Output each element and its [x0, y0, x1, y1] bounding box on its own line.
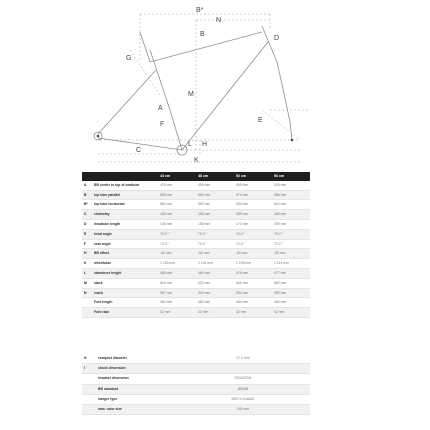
table-row — [82, 298, 310, 308]
row-value: 535 mm — [272, 181, 310, 190]
row-label: stack — [92, 278, 158, 288]
row-value: 600 mm — [234, 200, 272, 210]
row-value: 486 mm — [158, 268, 196, 278]
row-value: 387 mm — [158, 288, 196, 298]
spec-table-body — [82, 354, 310, 415]
front-axle — [291, 139, 294, 142]
spec-code — [82, 374, 96, 384]
row-value: 477 mm — [272, 268, 310, 278]
row-value: 495 mm — [234, 181, 272, 190]
spec-value: ZS44/ZS44 — [176, 374, 310, 384]
spec-label: shock dimension — [96, 364, 176, 374]
row-value: 586 mm — [272, 190, 310, 200]
row-value: -60 mm — [158, 249, 196, 259]
table-row — [82, 394, 310, 404]
label-g: G — [126, 55, 132, 62]
geometry-table — [82, 172, 310, 318]
row-code — [82, 308, 92, 318]
row-code: N — [82, 288, 92, 298]
spec-label: seatpost diameter — [96, 354, 176, 364]
row-value: 70.0 ° — [272, 229, 310, 239]
row-code — [82, 298, 92, 308]
row-value: 190 mm — [272, 219, 310, 229]
row-value: 465 mm — [234, 210, 272, 220]
label-f: F — [160, 121, 165, 128]
label-n: N — [216, 17, 222, 24]
spec-label: hanger type — [96, 394, 176, 404]
row-value: 574 mm — [234, 190, 272, 200]
row-code: B — [82, 190, 92, 200]
table-row — [82, 181, 310, 190]
table-row — [82, 354, 310, 364]
row-code: K — [82, 259, 92, 269]
row-value: 1 100 mm — [158, 259, 196, 269]
row-value: 1 104 mm — [196, 259, 234, 269]
table-row — [82, 219, 310, 229]
row-value: 464 mm — [272, 298, 310, 308]
row-value: 170 mm — [234, 219, 272, 229]
row-value: 660 mm — [272, 278, 310, 288]
row-label: seat angle — [92, 239, 158, 249]
row-value: 484 mm — [196, 268, 234, 278]
head-tube — [262, 26, 280, 62]
row-label: Fork length — [92, 298, 158, 308]
spec-label: BB standard — [96, 384, 176, 394]
table-row — [82, 384, 310, 394]
frame-geometry-svg — [0, 0, 430, 170]
row-value: 72.0 ° — [272, 239, 310, 249]
table-row — [82, 190, 310, 200]
label-e: E — [258, 117, 263, 124]
header-size-44: 44 cm — [160, 174, 171, 178]
table-row — [82, 268, 310, 278]
label-c: C — [136, 147, 142, 154]
row-value: 464 mm — [234, 298, 272, 308]
geometry-table-body — [82, 181, 310, 318]
row-value: 42 mm — [272, 308, 310, 318]
header-size-52: 52 cm — [236, 174, 247, 178]
spec-value: BSA68 — [176, 384, 310, 394]
row-code: E — [82, 229, 92, 239]
row-value: 72.0 ° — [234, 239, 272, 249]
row-label: head angle — [92, 229, 158, 239]
dim-e-arc — [262, 110, 300, 140]
row-label: standover height — [92, 268, 158, 278]
spec-value: 27.2 mm — [176, 354, 310, 364]
label-k: K — [194, 157, 199, 164]
row-value: 465 mm — [196, 210, 234, 220]
row-value: 1 109 mm — [234, 259, 272, 269]
row-value: 476 mm — [234, 268, 272, 278]
header-size-56: 56 cm — [274, 174, 285, 178]
spec-code: I — [82, 364, 96, 374]
label-b: B — [200, 31, 205, 38]
spec-label: max. rotor size — [96, 405, 176, 415]
table-row — [82, 308, 310, 318]
row-value: 415 mm — [158, 181, 196, 190]
spec-table — [82, 354, 310, 415]
row-value: 464 mm — [196, 298, 234, 308]
row-value: 464 mm — [158, 298, 196, 308]
row-value: 395 mm — [272, 288, 310, 298]
row-value: -60 mm — [234, 249, 272, 259]
row-value: 624 mm — [196, 278, 234, 288]
row-label: Fork rake — [92, 308, 158, 318]
row-value: 70.0 ° — [158, 229, 196, 239]
dim-g — [130, 50, 160, 95]
table-row — [82, 259, 310, 269]
row-value: 155 mm — [196, 219, 234, 229]
label-l: L — [188, 141, 192, 148]
spec-value — [176, 364, 310, 374]
geometry-header-row — [82, 172, 310, 181]
table-row — [82, 239, 310, 249]
row-label: headtube length — [92, 219, 158, 229]
row-code: M — [82, 278, 92, 288]
row-value: 465 mm — [158, 210, 196, 220]
row-value: 72.0 ° — [196, 239, 234, 249]
down-tube — [182, 42, 268, 150]
row-code: C — [82, 210, 92, 220]
row-value: 70.0 ° — [196, 229, 234, 239]
label-a: A — [158, 105, 163, 112]
row-value: 590 mm — [196, 200, 234, 210]
row-value: 70.0 ° — [234, 229, 272, 239]
table-row — [82, 374, 310, 384]
label-h: H — [202, 141, 208, 148]
row-value: -60 mm — [196, 249, 234, 259]
seat-stay — [98, 70, 156, 134]
row-label: top tube horizontal — [92, 200, 158, 210]
label-d: D — [274, 35, 280, 42]
row-value: 42 mm — [158, 308, 196, 318]
row-value: -60 mm — [272, 249, 310, 259]
row-value: 641 mm — [234, 278, 272, 288]
frame-geometry-diagram — [0, 0, 430, 170]
label-m: M — [188, 91, 194, 98]
header-cell — [92, 172, 158, 181]
row-code: F — [82, 239, 92, 249]
table-row — [82, 210, 310, 220]
table-row — [82, 364, 310, 374]
label-b-star: B* — [196, 7, 204, 14]
rear-axle — [97, 135, 100, 138]
row-value: 618 mm — [158, 278, 196, 288]
row-label: reach — [92, 288, 158, 298]
row-value: 42 mm — [196, 308, 234, 318]
row-label: top tube parallel — [92, 190, 158, 200]
row-label: wheelbase — [92, 259, 158, 269]
spec-value: BGH-H-KA6AE — [176, 394, 310, 404]
row-value: 580 mm — [158, 200, 196, 210]
row-label: chainstay — [92, 210, 158, 220]
row-value: 1 114 mm — [272, 259, 310, 269]
seat-tube — [150, 50, 182, 150]
row-value: 465 mm — [272, 210, 310, 220]
spec-code — [82, 394, 96, 404]
row-value: 455 mm — [196, 181, 234, 190]
row-label: BB center to top of seattube — [92, 181, 158, 190]
header-cell — [82, 172, 92, 181]
row-code: L — [82, 268, 92, 278]
row-code: B* — [82, 200, 92, 210]
spec-code: G — [82, 354, 96, 364]
spec-label: headset dimension — [96, 374, 176, 384]
table-row — [82, 200, 310, 210]
table-row — [82, 229, 310, 239]
seat-post — [140, 32, 150, 62]
row-value: 394 mm — [196, 288, 234, 298]
spec-value: 180 mm — [176, 405, 310, 415]
row-code: H — [82, 249, 92, 259]
axles — [97, 135, 294, 142]
fork — [277, 62, 292, 140]
row-label: BB offset — [92, 249, 158, 259]
row-value: 73.0 ° — [158, 239, 196, 249]
top-tube — [150, 32, 262, 62]
row-value: 610 mm — [272, 200, 310, 210]
row-value: 392 mm — [234, 288, 272, 298]
dimension-labels — [126, 7, 279, 164]
row-code: A — [82, 181, 92, 190]
row-value: 42 mm — [234, 308, 272, 318]
spec-code — [82, 384, 96, 394]
row-value: 558 mm — [158, 190, 196, 200]
table-row — [82, 249, 310, 259]
spec-code — [82, 405, 96, 415]
row-code: D — [82, 219, 92, 229]
table-row — [82, 288, 310, 298]
table-row — [82, 405, 310, 415]
row-value: 565 mm — [196, 190, 234, 200]
row-value: 145 mm — [158, 219, 196, 229]
table-row — [82, 278, 310, 288]
header-size-48: 48 cm — [198, 174, 209, 178]
